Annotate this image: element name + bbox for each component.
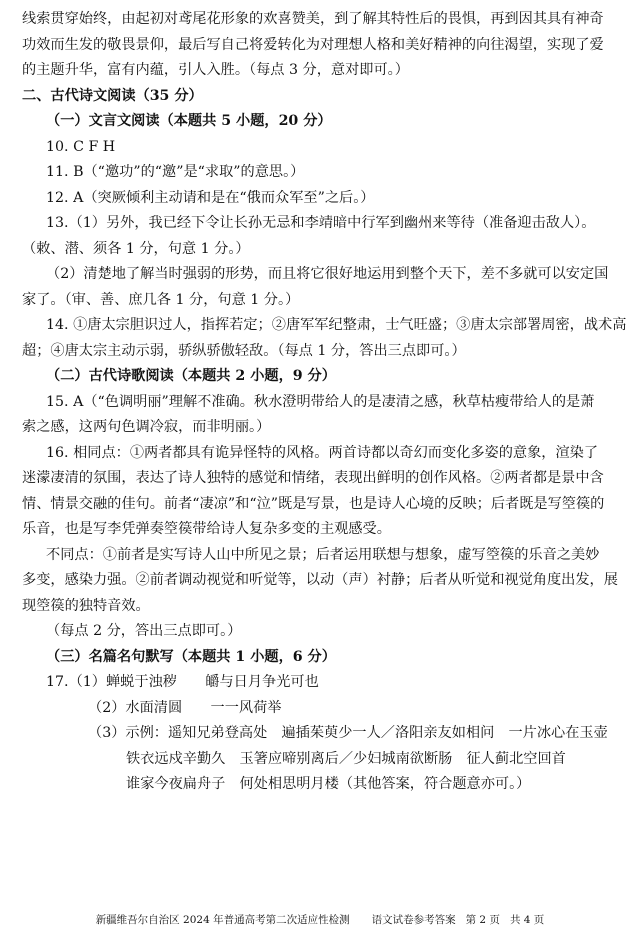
answer-line: 迷濛凄清的氛围，表达了诗人独特的感觉和情绪，表现出鲜明的创作风格。②两者都是景中含	[22, 470, 604, 486]
answer-line: 17.（1）蝉蜕于浊秽 皭与日月争光可也	[46, 674, 319, 690]
answer-line: 10. C F H	[46, 138, 116, 155]
answer-line: （敕、潜、须各 1 分，句意 1 分。）	[22, 240, 250, 257]
section-heading: 二、古代诗文阅读（35 分）	[22, 87, 203, 104]
footer-page-total: 共 4 页	[509, 914, 545, 926]
footer-page-number: 第 2 页	[465, 914, 500, 926]
answer-line: （每点 2 分，答出三点即可。）	[46, 623, 242, 639]
answer-line: 11. B（“邀功”的“邀”是“求取”的意思。）	[46, 164, 305, 180]
answer-line: 14. ①唐太宗胆识过人，指挥若定；②唐军军纪整肃，士气旺盛；③唐太宗部署周密，战术高	[46, 317, 627, 333]
answer-line: 不同点：①前者是实写诗人山中所见之景；后者运用联想与想象，虚写箜篌的乐音之美妙	[46, 546, 600, 563]
footer-exam-title: 新疆维吾尔自治区 2024 年普通高考第二次适应性检测	[95, 914, 350, 926]
answer-line: 家了。（审、善、庶几各 1 分，句意 1 分。）	[22, 291, 300, 308]
answer-line: 谁家今夜扁舟子 何处相思明月楼（其他答案，符合题意亦可。）	[126, 776, 531, 792]
answer-line: 超；④唐太宗主动示弱，骄纵骄傲轻敌。（每点 1 分，答出三点即可。）	[22, 342, 466, 359]
answer-line: （2）清楚地了解当时强弱的形势，而且将它很好地运用到整个天下，差不多就可以安定国	[46, 266, 609, 282]
answer-line: 功效而生发的敬畏景仰，最后写自己将爱转化为对理想人格和美好精神的向往渴望，实现了爱	[22, 36, 604, 53]
answer-line: 12. A（突厥倾利主动请和是在“俄而众军至”之后。）	[46, 189, 375, 206]
page-footer	[0, 913, 640, 927]
answer-line: 的主题升华，富有内蕴，引人入胜。（每点 3 分，意对即可。）	[22, 62, 409, 78]
section-heading: （二）古代诗歌阅读（本题共 2 小题，9 分）	[46, 368, 336, 384]
answer-line: 情、情景交融的佳句。前者“凄凉”和“泣”既是写景，也是诗人心境的反映；后者既是写箜篌的	[22, 495, 605, 512]
answer-line: 多变，感染力强。②前者调动视觉和听觉等，以动（声）衬静；后者从听觉和视觉角度出发，展	[22, 572, 618, 588]
answer-line: 15. A（“色调明丽”理解不准确。秋水澄明带给人的是凄清之感，秋草枯瘦带给人的是萧	[46, 393, 595, 410]
answer-line: 16. 相同点：①两者都具有诡异怪特的风格。两首诗都以奇幻而变化多姿的意象，渲染了	[46, 444, 599, 461]
answer-line: （2）水面清圆 一一风荷举	[88, 699, 282, 716]
answer-line: 索之感，这两句色调冷寂，而非明丽。）	[22, 419, 271, 435]
answer-line: （3）示例：遥知兄弟登高处 遍插茱萸少一人／洛阳亲友如相问 一片冰心在玉壶	[88, 725, 608, 741]
answer-line: 现箜篌的独特音效。	[22, 597, 150, 614]
section-heading: （三）名篇名句默写（本题共 1 小题，6 分）	[46, 648, 336, 665]
answer-line: 铁衣远戍辛勤久 玉箸应啼别离后／少妇城南欲断肠 征人蓟北空回首	[126, 750, 566, 767]
section-heading: （一）文言文阅读（本题共 5 小题，20 分）	[46, 113, 332, 129]
footer-subject: 语文试卷参考答案	[371, 914, 456, 926]
answer-line: 乐音，也是写李凭弹奏箜篌带给诗人复杂多变的主观感受。	[22, 521, 391, 537]
answer-line: 13.（1）另外，我已经下令让长孙无忌和李靖暗中行军到幽州来等待（准备迎击敌人）。	[46, 215, 596, 231]
answer-line: 线索贯穿始终，由起初对鸢尾花形象的欢喜赞美，到了解其特性后的畏惧，再到因其具有神奇	[22, 11, 604, 27]
